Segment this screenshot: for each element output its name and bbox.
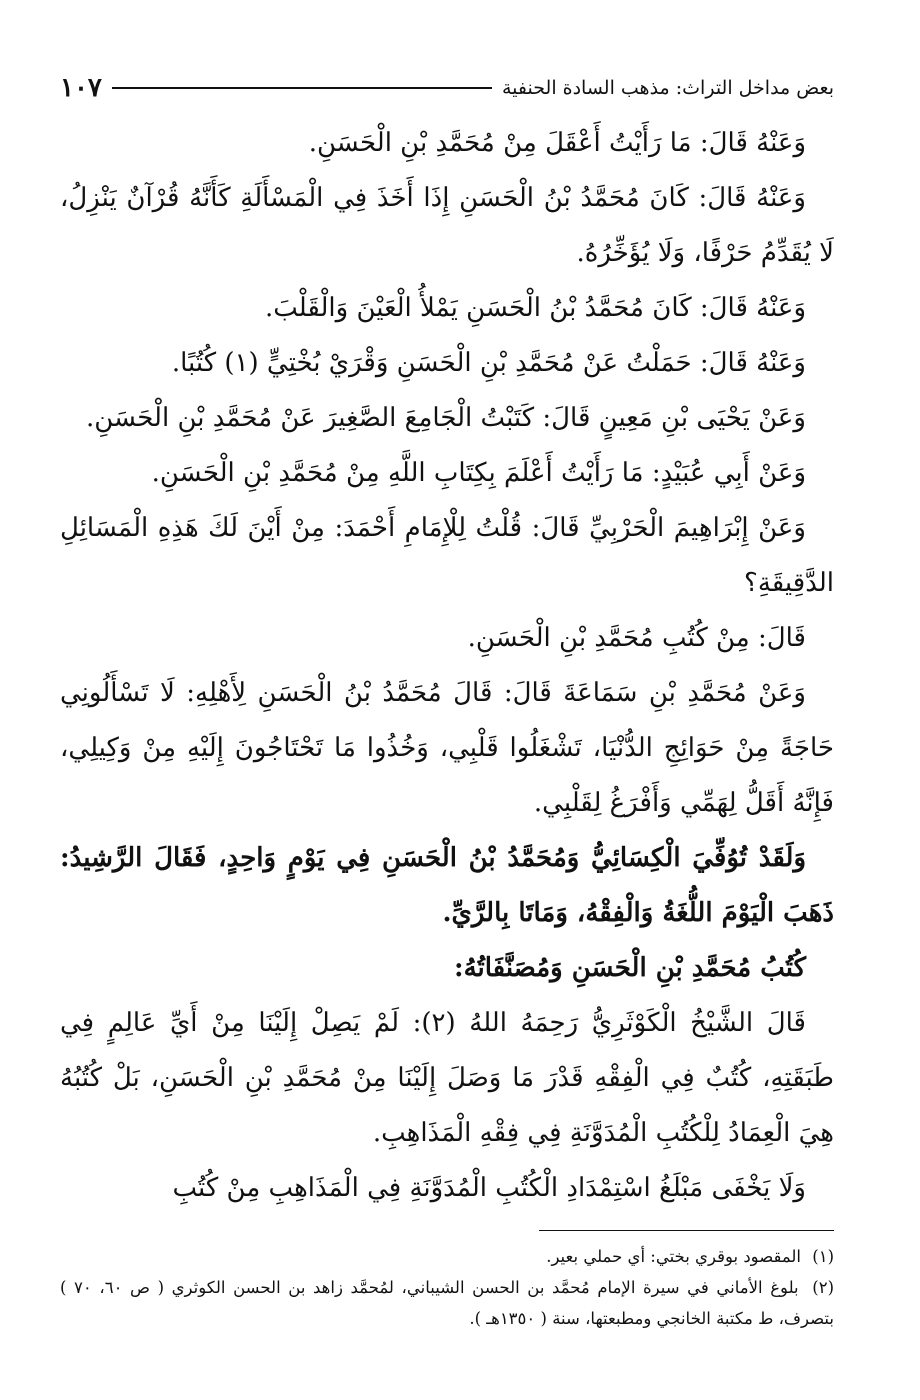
paragraph: قَالَ الشَّيْخُ الْكَوْثَرِيُّ رَحِمَهُ اللهُ (٢): لَمْ يَصِلْ إِلَيْنَا مِنْ أَيِّ عَالِمٍ فِي طَبَقَتِهِ، كُتُبٌ فِي الْفِقْهِ قَدْرَ مَا وَصَلَ إِلَيْنَا مِنْ مُحَمَّدِ بْنِ الْحَسَنِ، بَلْ كُتُبُهُ هِيَ الْعِمَادُ لِلْكُتُبِ الْمُدَوَّنَةِ فِي فِقْهِ الْمَذَاهِبِ. (60, 1008, 834, 1148)
paragraph: وَعَنْهُ قَالَ: حَمَلْتُ عَنْ مُحَمَّدِ بْنِ الْحَسَنِ وَقْرَيْ بُخْتِيٍّ (١) كُتُبًا. (171, 348, 806, 378)
page-header (60, 68, 834, 108)
book-page (60, 68, 834, 1334)
page-number: ١٠٧ (60, 73, 102, 103)
paragraph: وَعَنْهُ قَالَ: كَانَ مُحَمَّدُ بْنُ الْحَسَنِ إِذَا أَخَذَ فِي الْمَسْأَلَةِ كَأَنَّهُ قُرْآنٌ يَنْزِلُ، لَا يُقَدِّمُ حَرْفًا، وَلَا يُؤَخِّرُهُ. (60, 183, 834, 268)
paragraph: وَعَنْهُ قَالَ: مَا رَأَيْتُ أَعْقَلَ مِنْ مُحَمَّدِ بْنِ الْحَسَنِ. (308, 128, 806, 158)
section-heading: كُتُبُ مُحَمَّدِ بْنِ الْحَسَنِ وَمُصَنَّفَاتُهُ: (453, 953, 806, 983)
footnote-number: (٢) (812, 1278, 834, 1297)
footnote-text: المقصود بوقري بختي: أي حملي بعير. (546, 1247, 801, 1266)
paragraph-bold: وَلَقَدْ تُوُفِّيَ الْكِسَائِيُّ وَمُحَمَّدُ بْنُ الْحَسَنِ فِي يَوْمٍ وَاحِدٍ، فَقَالَ الرَّشِيدُ: ذَهَبَ الْيَوْمَ اللُّغَةُ وَالْفِقْهُ، وَمَاتَا بِالرَّيِّ. (60, 843, 834, 928)
running-title: بعض مداخل التراث: مذهب السادة الحنفية (502, 77, 834, 99)
header-rule (112, 87, 492, 89)
paragraph: وَعَنْ أَبِي عُبَيْدٍ: مَا رَأَيْتُ أَعْلَمَ بِكِتَابِ اللَّهِ مِنْ مُحَمَّدِ بْنِ الْحَسَنِ. (151, 458, 806, 488)
footnotes (60, 1241, 834, 1334)
paragraph: وَلَا يَخْفَى مَبْلَغُ اسْتِمْدَادِ الْكُتُبِ الْمُدَوَّنَةِ فِي الْمَذَاهِبِ مِنْ كُتُبِ (172, 1173, 806, 1203)
paragraph: قَالَ: مِنْ كُتُبِ مُحَمَّدِ بْنِ الْحَسَنِ. (467, 623, 806, 653)
paragraph: وَعَنْ إِبْرَاهِيمَ الْحَرْبِيِّ قَالَ: قُلْتُ لِلْإِمَامِ أَحْمَدَ: مِنْ أَيْنَ لَكَ هَذِهِ الْمَسَائِلِ الدَّقِيقَةِ؟ (60, 513, 834, 598)
footnote-number: (١) (812, 1247, 834, 1266)
paragraph: وَعَنْ يَحْيَى بْنِ مَعِينٍ قَالَ: كَتَبْتُ الْجَامِعَ الصَّغِيرَ عَنْ مُحَمَّدِ بْنِ الْحَسَنِ. (86, 403, 806, 433)
paragraph: وَعَنْ مُحَمَّدِ بْنِ سَمَاعَةَ قَالَ: قَالَ مُحَمَّدُ بْنُ الْحَسَنِ لِأَهْلِهِ: لَا تَسْأَلُونِي حَاجَةً مِنْ حَوَائِجِ الدُّنْيَا، تَشْغَلُوا قَلْبِي، وَخُذُوا مَا تَحْتَاجُونَ إِلَيْهِ مِنْ وَكِيلِي، فَإِنَّهُ أَقَلُّ لِهَمِّي وَأَفْرَغُ لِقَلْبِي. (60, 678, 834, 818)
footnote-text: بلوغ الأماني في سيرة الإمام مُحمَّد بن الحسن الشيباني، لمُحمَّد زاهد بن الحسن الكوثري ( ص ٦٠، ٧٠ ) بتصرف، ط مكتبة الخانجي ومطبعتها، سنة ( ١٣٥٠هـ ). (60, 1278, 834, 1328)
footnote-rule (539, 1230, 834, 1231)
main-text (60, 116, 834, 1216)
paragraph: وَعَنْهُ قَالَ: كَانَ مُحَمَّدُ بْنُ الْحَسَنِ يَمْلأُ الْعَيْنَ وَالْقَلْبَ. (264, 293, 806, 323)
footnote (60, 1272, 834, 1334)
footnote (60, 1241, 834, 1272)
